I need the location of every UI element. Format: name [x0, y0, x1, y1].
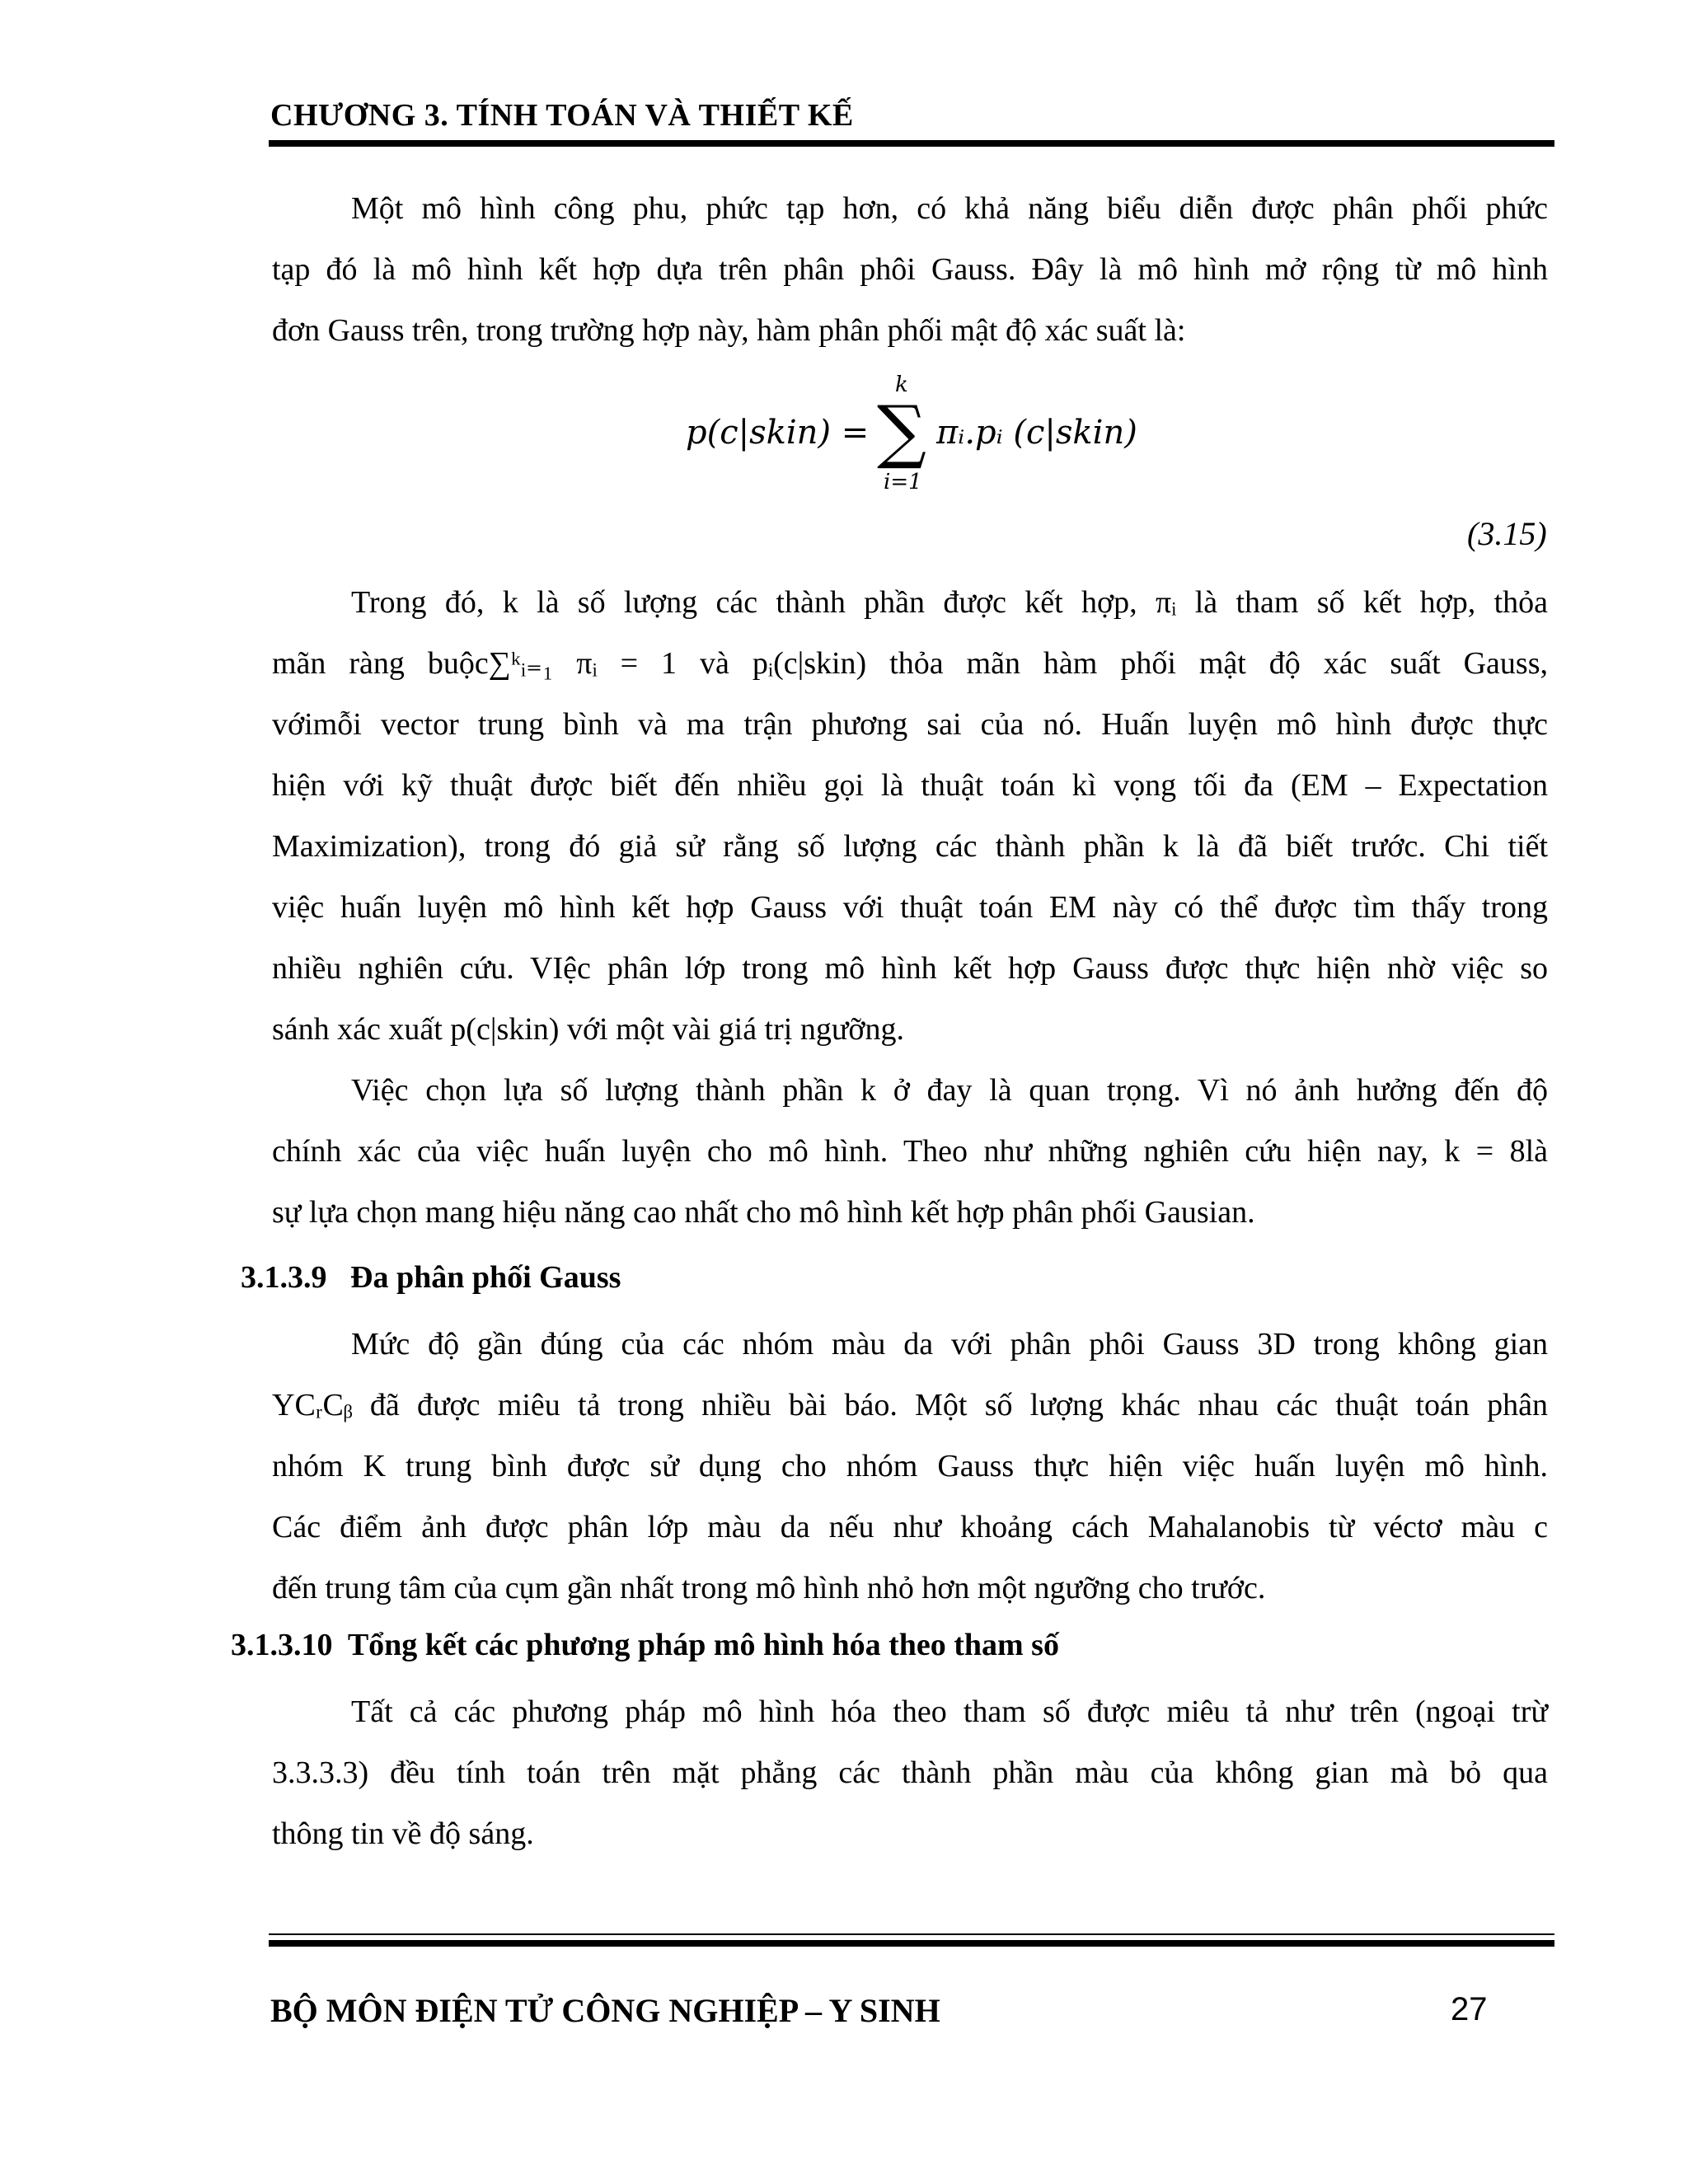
- text-line: đến trung tâm của cụm gần nhất trong mô hình nhỏ hơn một ngưỡng cho trước.: [272, 1571, 1266, 1605]
- paragraph-multi-gauss: [272, 1314, 1548, 1619]
- text-line: thông tin về độ sáng.: [272, 1816, 534, 1851]
- section-heading-3-1-3-9: 3.1.3.9 Đa phân phối Gauss: [241, 1260, 621, 1295]
- paragraph-choice-k: [272, 1060, 1548, 1243]
- paragraph-intro: [272, 178, 1548, 361]
- text-line: Các điểm ảnh được phân lớp màu da nếu như khoảng cách Mahalanobis từ véctơ màu c: [272, 1510, 1548, 1544]
- footer-department: BỘ MÔN ĐIỆN TỬ CÔNG NGHIỆP – Y SINH: [270, 1992, 940, 2029]
- text-line: việc huấn luyện mô hình kết hợp Gauss với thuật toán EM này có thể được tìm thấy trong: [272, 890, 1548, 925]
- footer-rule-thick: [269, 1940, 1554, 1947]
- text-line: vớimỗi vector trung bình và ma trận phương sai của nó. Huấn luyện mô hình được thực: [272, 707, 1548, 742]
- equation-sigma-upper: k: [895, 373, 908, 397]
- equation-rhs: πᵢ.pᵢ (c|skin): [936, 414, 1137, 452]
- section-heading-3-1-3-10: 3.1.3.10 Tổng kết các phương pháp mô hình hóa theo tham số: [231, 1628, 1059, 1662]
- page-header-title: CHƯƠNG 3. TÍNH TOÁN VÀ THIẾT KẾ: [270, 98, 854, 133]
- equation-sigma: ∑: [877, 391, 926, 471]
- text-line: sự lựa chọn mang hiệu năng cao nhất cho mô hình kết hợp phân phối Gausian.: [272, 1195, 1255, 1230]
- text-line: Mức độ gần đúng của các nhóm màu da với phân phôi Gauss 3D trong không gian: [351, 1327, 1548, 1361]
- text-line: đơn Gauss trên, trong trường hợp này, hàm phân phối mật độ xác suất là:: [272, 313, 1186, 348]
- page-number: 27: [1451, 1991, 1488, 2027]
- equation-sigma-lower: i=1: [884, 470, 922, 494]
- text-line: nhóm K trung bình được sử dụng cho nhóm Gauss thực hiện việc huấn luyện mô hình.: [272, 1449, 1548, 1483]
- text-line: Maximization), trong đó giả sử rằng số lượng các thành phần k là đã biết trước. Chi tiết: [272, 829, 1548, 864]
- text-line: YCᵣCᵦ đã được miêu tả trong nhiều bài báo. Một số lượng khác nhau các thuật toán phân: [272, 1388, 1548, 1422]
- paragraph-summary: [272, 1681, 1548, 1864]
- text-line: hiện với kỹ thuật được biết đến nhiều gọi là thuật toán kì vọng tối đa (EM – Expectation: [272, 768, 1548, 803]
- equation-lhs: p(c|skin) =: [686, 414, 870, 452]
- paragraph-explanation: [272, 572, 1548, 1060]
- text-line: nhiều nghiên cứu. VIệc phân lớp trong mô hình kết hợp Gauss được thực hiện nhờ việc so: [272, 951, 1548, 986]
- text-line: tạp đó là mô hình kết hợp dựa trên phân phôi Gauss. Đây là mô hình mở rộng từ mô hình: [272, 252, 1548, 287]
- equation-3-15: [0, 373, 1688, 496]
- text-line: Một mô hình công phu, phức tạp hơn, có khả năng biểu diễn được phân phối phức: [351, 191, 1548, 226]
- text-line: chính xác của việc huấn luyện cho mô hình. Theo như những nghiên cứu hiện nay, k = 8là: [272, 1134, 1548, 1169]
- text-line: Trong đó, k là số lượng các thành phần được kết hợp, πᵢ là tham số kết hợp, thỏa: [351, 585, 1548, 620]
- text-line: Tất cả các phương pháp mô hình hóa theo tham số được miêu tả như trên (ngoại trừ: [351, 1694, 1548, 1729]
- footer-rule-thin: [269, 1933, 1554, 1935]
- text-line: 3.3.3.3) đều tính toán trên mặt phẳng các thành phần màu của không gian mà bỏ qua: [272, 1755, 1548, 1790]
- text-line: sánh xác xuất p(c|skin) với một vài giá trị ngưỡng.: [272, 1012, 905, 1047]
- header-rule: [269, 140, 1554, 147]
- text-line: mãn ràng buộc∑ᵏᵢ₌₁ πᵢ = 1 và pᵢ(c|skin) thỏa mãn hàm phối mật độ xác suất Gauss,: [272, 646, 1548, 681]
- text-line: Việc chọn lựa số lượng thành phần k ở đay là quan trọng. Vì nó ảnh hưởng đến độ: [351, 1073, 1548, 1108]
- equation-number: (3.15): [1467, 515, 1547, 552]
